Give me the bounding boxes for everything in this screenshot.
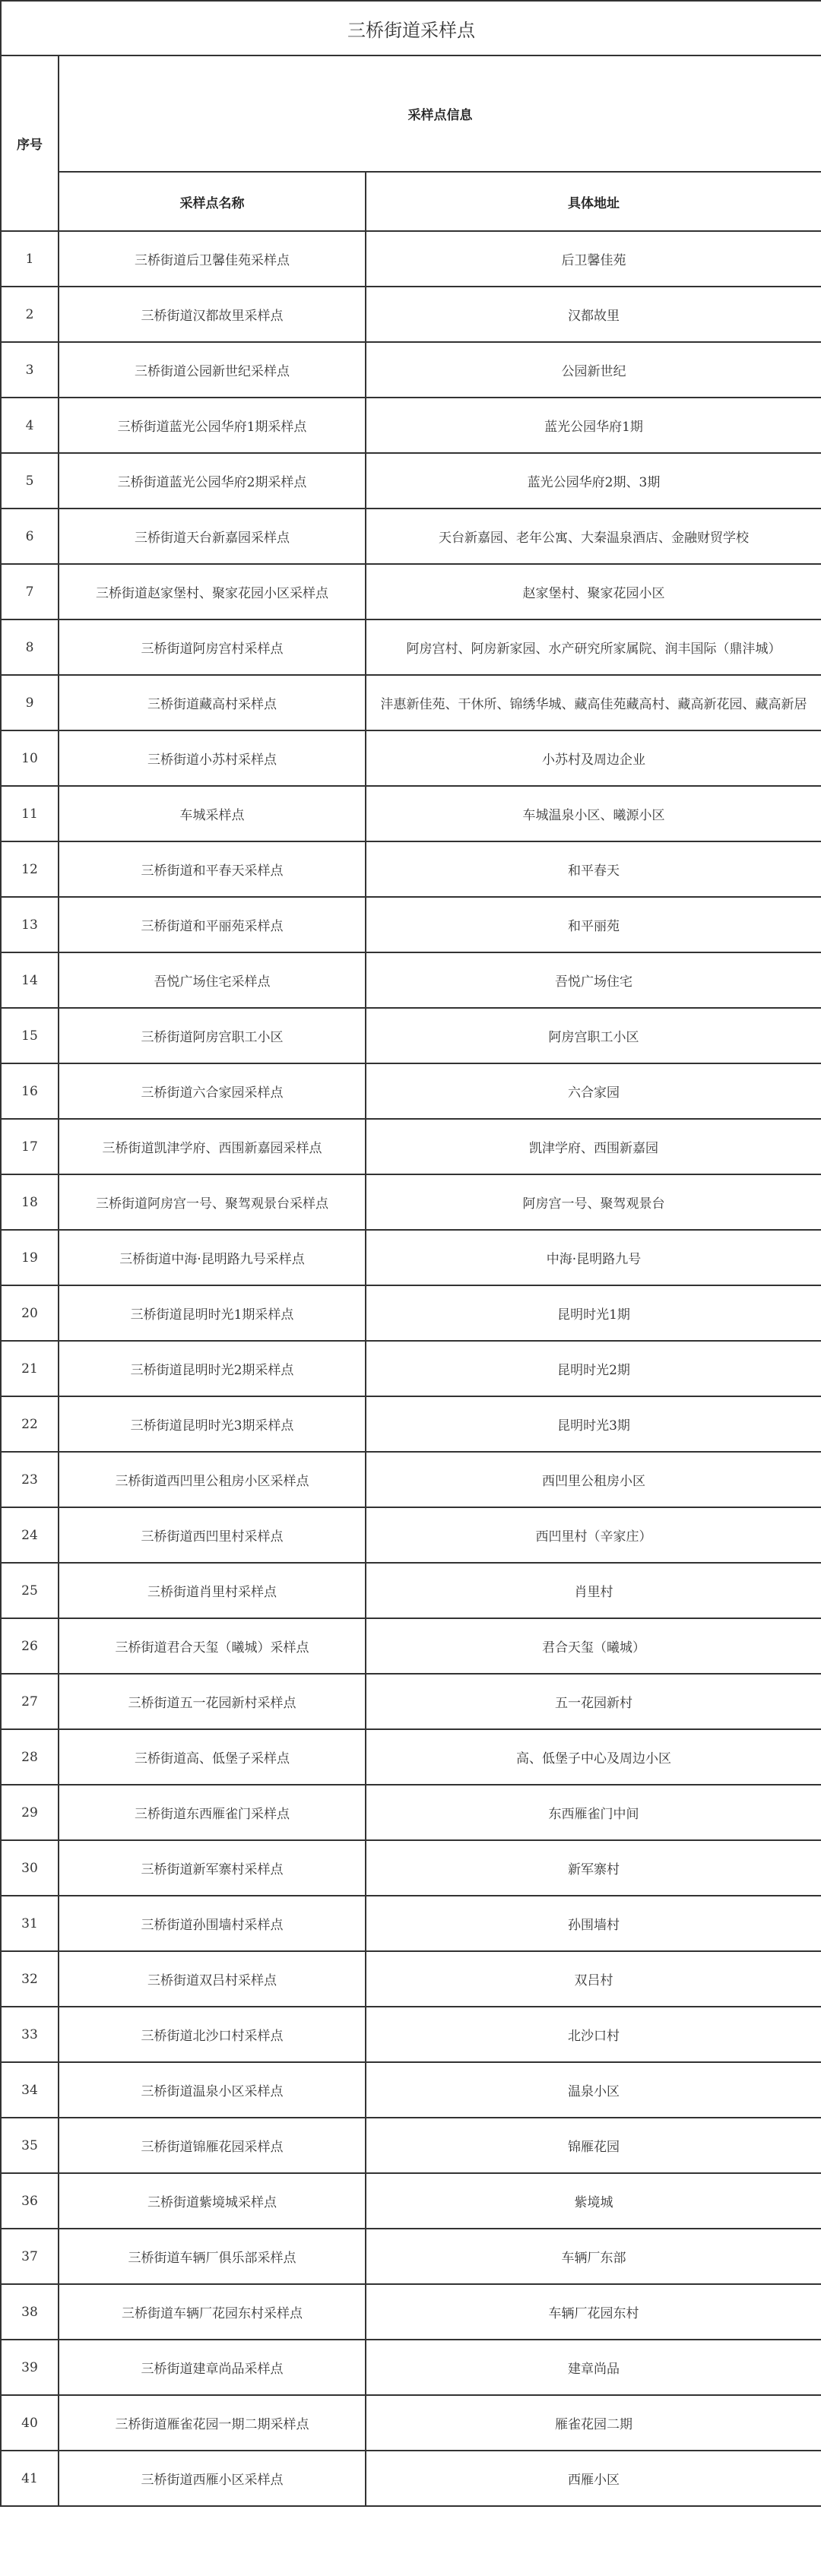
row-index: 14 — [1, 952, 59, 1008]
table-row — [1, 786, 821, 841]
row-index: 25 — [1, 1563, 59, 1618]
sampling-point-name: 三桥街道锦雁花园采样点 — [59, 2118, 366, 2173]
sampling-point-address: 凯津学府、西围新嘉园 — [366, 1119, 821, 1174]
sampling-point-address: 温泉小区 — [366, 2062, 821, 2118]
sampling-point-name: 三桥街道凯津学府、西围新嘉园采样点 — [59, 1119, 366, 1174]
sampling-point-name: 三桥街道藏高村采样点 — [59, 675, 366, 730]
table-row — [1, 1896, 821, 1951]
table-row — [1, 1285, 821, 1341]
sampling-point-name: 三桥街道昆明时光3期采样点 — [59, 1396, 366, 1452]
table-row — [1, 675, 821, 730]
table-row — [1, 509, 821, 564]
sampling-point-address: 昆明时光1期 — [366, 1285, 821, 1341]
sampling-point-address: 北沙口村 — [366, 2007, 821, 2062]
row-index: 23 — [1, 1452, 59, 1507]
table-row — [1, 897, 821, 952]
sampling-point-address: 车辆厂东部 — [366, 2229, 821, 2284]
sampling-point-address: 双吕村 — [366, 1951, 821, 2007]
table-body — [1, 231, 821, 2506]
sampling-point-name: 三桥街道六合家园采样点 — [59, 1063, 366, 1119]
sampling-point-name: 三桥街道公园新世纪采样点 — [59, 342, 366, 398]
sampling-point-name: 三桥街道阿房宫一号、聚驾观景台采样点 — [59, 1174, 366, 1230]
table-title: 三桥街道采样点 — [1, 1, 821, 55]
row-index: 3 — [1, 342, 59, 398]
sampling-point-address: 西雁小区 — [366, 2451, 821, 2506]
table-row — [1, 2229, 821, 2284]
row-index: 17 — [1, 1119, 59, 1174]
row-index: 20 — [1, 1285, 59, 1341]
sampling-point-name: 三桥街道北沙口村采样点 — [59, 2007, 366, 2062]
sampling-point-name: 吾悦广场住宅采样点 — [59, 952, 366, 1008]
row-index: 34 — [1, 2062, 59, 2118]
title-row — [1, 1, 821, 55]
row-index: 8 — [1, 619, 59, 675]
table-row — [1, 841, 821, 897]
table-row — [1, 1174, 821, 1230]
table-row — [1, 2173, 821, 2229]
sampling-point-address: 肖里村 — [366, 1563, 821, 1618]
row-index: 37 — [1, 2229, 59, 2284]
row-index: 24 — [1, 1507, 59, 1563]
sampling-point-name: 三桥街道温泉小区采样点 — [59, 2062, 366, 2118]
sampling-point-name: 三桥街道雁雀花园一期二期采样点 — [59, 2395, 366, 2451]
table-row — [1, 2062, 821, 2118]
header-address: 具体地址 — [366, 172, 821, 231]
row-index: 16 — [1, 1063, 59, 1119]
sampling-point-address: 蓝光公园华府1期 — [366, 398, 821, 453]
row-index: 22 — [1, 1396, 59, 1452]
sampling-point-name: 三桥街道蓝光公园华府1期采样点 — [59, 398, 366, 453]
sampling-point-address: 高、低堡子中心及周边小区 — [366, 1729, 821, 1785]
sampling-point-address: 紫境城 — [366, 2173, 821, 2229]
table-row — [1, 952, 821, 1008]
sampling-point-address: 车辆厂花园东村 — [366, 2284, 821, 2340]
sampling-point-name: 三桥街道车辆厂俱乐部采样点 — [59, 2229, 366, 2284]
sampling-point-name: 三桥街道肖里村采样点 — [59, 1563, 366, 1618]
table-row — [1, 453, 821, 509]
sampling-point-name: 三桥街道阿房宫职工小区 — [59, 1008, 366, 1063]
row-index: 31 — [1, 1896, 59, 1951]
row-index: 40 — [1, 2395, 59, 2451]
sampling-point-address: 蓝光公园华府2期、3期 — [366, 453, 821, 509]
table-row — [1, 1840, 821, 1896]
sampling-point-address: 雁雀花园二期 — [366, 2395, 821, 2451]
row-index: 1 — [1, 231, 59, 287]
sampling-point-address: 赵家堡村、聚家花园小区 — [366, 564, 821, 619]
table-row — [1, 1230, 821, 1285]
sampling-point-name: 三桥街道君合天玺（曦城）采样点 — [59, 1618, 366, 1674]
sampling-point-address: 新军寨村 — [366, 1840, 821, 1896]
sampling-point-address: 孙围墙村 — [366, 1896, 821, 1951]
row-index: 7 — [1, 564, 59, 619]
row-index: 28 — [1, 1729, 59, 1785]
row-index: 21 — [1, 1341, 59, 1396]
sampling-point-name: 三桥街道蓝光公园华府2期采样点 — [59, 453, 366, 509]
row-index: 26 — [1, 1618, 59, 1674]
sampling-point-address: 公园新世纪 — [366, 342, 821, 398]
table-row — [1, 1119, 821, 1174]
sampling-point-name: 三桥街道赵家堡村、聚家花园小区采样点 — [59, 564, 366, 619]
sampling-point-name: 三桥街道和平丽苑采样点 — [59, 897, 366, 952]
sampling-point-address: 吾悦广场住宅 — [366, 952, 821, 1008]
sampling-point-name: 三桥街道小苏村采样点 — [59, 730, 366, 786]
table-row — [1, 619, 821, 675]
table-row — [1, 398, 821, 453]
row-index: 36 — [1, 2173, 59, 2229]
sampling-point-name: 三桥街道车辆厂花园东村采样点 — [59, 2284, 366, 2340]
sampling-point-address: 西凹里村（辛家庄） — [366, 1507, 821, 1563]
sampling-point-name: 三桥街道建章尚品采样点 — [59, 2340, 366, 2395]
sampling-point-name: 三桥街道西雁小区采样点 — [59, 2451, 366, 2506]
sampling-point-address: 车城温泉小区、曦源小区 — [366, 786, 821, 841]
sampling-point-name: 三桥街道汉都故里采样点 — [59, 287, 366, 342]
row-index: 15 — [1, 1008, 59, 1063]
table-row — [1, 2340, 821, 2395]
row-index: 29 — [1, 1785, 59, 1840]
sampling-point-name: 三桥街道阿房宫村采样点 — [59, 619, 366, 675]
sampling-point-address: 汉都故里 — [366, 287, 821, 342]
table-row — [1, 231, 821, 287]
table-row — [1, 1063, 821, 1119]
sampling-point-address: 昆明时光3期 — [366, 1396, 821, 1452]
table-row — [1, 1729, 821, 1785]
sampling-point-name: 三桥街道新军寨村采样点 — [59, 1840, 366, 1896]
sampling-point-name: 三桥街道天台新嘉园采样点 — [59, 509, 366, 564]
header-info: 采样点信息 — [59, 55, 821, 172]
table-row — [1, 2395, 821, 2451]
table-row — [1, 2451, 821, 2506]
sampling-point-address: 和平丽苑 — [366, 897, 821, 952]
table-row — [1, 2007, 821, 2062]
row-index: 2 — [1, 287, 59, 342]
sampling-point-address: 五一花园新村 — [366, 1674, 821, 1729]
table-row — [1, 1452, 821, 1507]
sampling-point-name: 三桥街道东西雁雀门采样点 — [59, 1785, 366, 1840]
header-index: 序号 — [1, 55, 59, 231]
sampling-point-address: 东西雁雀门中间 — [366, 1785, 821, 1840]
sampling-point-name: 三桥街道孙围墙村采样点 — [59, 1896, 366, 1951]
sampling-point-name: 三桥街道五一花园新村采样点 — [59, 1674, 366, 1729]
row-index: 18 — [1, 1174, 59, 1230]
sampling-point-address: 天台新嘉园、老年公寓、大秦温泉酒店、金融财贸学校 — [366, 509, 821, 564]
row-index: 5 — [1, 453, 59, 509]
row-index: 32 — [1, 1951, 59, 2007]
table-row — [1, 730, 821, 786]
sampling-point-name: 三桥街道西凹里村采样点 — [59, 1507, 366, 1563]
row-index: 30 — [1, 1840, 59, 1896]
row-index: 19 — [1, 1230, 59, 1285]
table-row — [1, 2118, 821, 2173]
row-index: 39 — [1, 2340, 59, 2395]
table-row — [1, 1674, 821, 1729]
sampling-point-name: 三桥街道西凹里公租房小区采样点 — [59, 1452, 366, 1507]
sampling-point-address: 建章尚品 — [366, 2340, 821, 2395]
row-index: 41 — [1, 2451, 59, 2506]
table-row — [1, 1008, 821, 1063]
row-index: 35 — [1, 2118, 59, 2173]
sampling-point-name: 车城采样点 — [59, 786, 366, 841]
row-index: 27 — [1, 1674, 59, 1729]
sampling-point-address: 六合家园 — [366, 1063, 821, 1119]
header-row-group — [1, 55, 821, 172]
sampling-point-name: 三桥街道和平春天采样点 — [59, 841, 366, 897]
sampling-point-address: 锦雁花园 — [366, 2118, 821, 2173]
row-index: 9 — [1, 675, 59, 730]
table-row — [1, 1618, 821, 1674]
sampling-point-name: 三桥街道中海·昆明路九号采样点 — [59, 1230, 366, 1285]
table-row — [1, 287, 821, 342]
sampling-point-name: 三桥街道高、低堡子采样点 — [59, 1729, 366, 1785]
sampling-point-address: 阿房宫一号、聚驾观景台 — [366, 1174, 821, 1230]
sampling-point-address: 阿房宫职工小区 — [366, 1008, 821, 1063]
table-row — [1, 1341, 821, 1396]
sampling-point-name: 三桥街道双吕村采样点 — [59, 1951, 366, 2007]
sampling-point-name: 三桥街道紫境城采样点 — [59, 2173, 366, 2229]
sampling-point-address: 中海·昆明路九号 — [366, 1230, 821, 1285]
header-row-columns — [1, 172, 821, 231]
sampling-point-address: 沣惠新佳苑、干休所、锦绣华城、藏高佳苑藏高村、藏高新花园、藏高新居 — [366, 675, 821, 730]
row-index: 13 — [1, 897, 59, 952]
row-index: 33 — [1, 2007, 59, 2062]
row-index: 10 — [1, 730, 59, 786]
row-index: 12 — [1, 841, 59, 897]
table-row — [1, 1951, 821, 2007]
row-index: 4 — [1, 398, 59, 453]
table-row — [1, 564, 821, 619]
table-row — [1, 342, 821, 398]
table-row — [1, 2284, 821, 2340]
row-index: 38 — [1, 2284, 59, 2340]
sampling-point-name: 三桥街道昆明时光2期采样点 — [59, 1341, 366, 1396]
sampling-point-name: 三桥街道后卫馨佳苑采样点 — [59, 231, 366, 287]
table-row — [1, 1563, 821, 1618]
sampling-point-address: 后卫馨佳苑 — [366, 231, 821, 287]
row-index: 11 — [1, 786, 59, 841]
sampling-point-address: 西凹里公租房小区 — [366, 1452, 821, 1507]
sampling-point-address: 阿房宫村、阿房新家园、水产研究所家属院、润丰国际（鼎沣城） — [366, 619, 821, 675]
sampling-point-address: 小苏村及周边企业 — [366, 730, 821, 786]
sampling-point-address: 君合天玺（曦城） — [366, 1618, 821, 1674]
header-name: 采样点名称 — [59, 172, 366, 231]
sampling-point-name: 三桥街道昆明时光1期采样点 — [59, 1285, 366, 1341]
table-row — [1, 1507, 821, 1563]
sampling-point-address: 昆明时光2期 — [366, 1341, 821, 1396]
table-row — [1, 1396, 821, 1452]
sampling-point-address: 和平春天 — [366, 841, 821, 897]
table-row — [1, 1785, 821, 1840]
row-index: 6 — [1, 509, 59, 564]
